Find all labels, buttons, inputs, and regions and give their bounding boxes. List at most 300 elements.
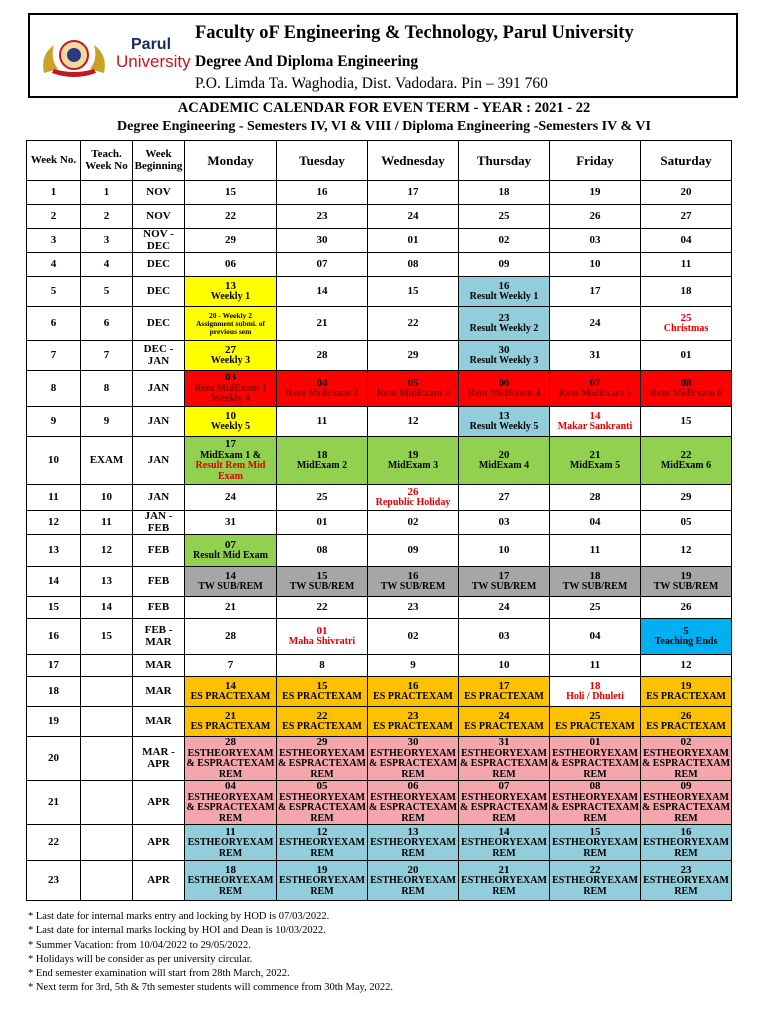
event-label: ES PRACTEXAM: [373, 721, 453, 733]
week-beginning-cell: JAN - FEB: [133, 511, 185, 535]
date-number: 01: [407, 233, 419, 246]
header-box: [28, 13, 738, 98]
day-cell: [185, 677, 277, 707]
logo-text-university: University: [116, 52, 191, 71]
date-number: 14: [316, 284, 328, 297]
date-number: 23: [316, 209, 328, 222]
date-number: 14: [225, 679, 236, 692]
date-number: 23: [407, 600, 419, 613]
event-label: Rem MidExam 1 Weekly 4: [194, 382, 267, 405]
event-label: ESTHEORYEXAM & ESPRACTEXAM REM: [186, 747, 275, 780]
calendar-body: [27, 181, 732, 901]
date-number: 31: [498, 736, 510, 749]
date-number: 24: [589, 316, 601, 329]
teach-week-cell: 6: [81, 307, 133, 341]
event-label: Holi / Dhuleti: [566, 691, 624, 703]
date-number: 27: [225, 343, 236, 356]
event-label: ESTHEORYEXAM REM: [370, 875, 456, 897]
day-cell: [641, 341, 732, 371]
date-number: 15: [225, 185, 236, 198]
date-number: 02: [407, 515, 419, 528]
header-monday: Monday: [185, 141, 277, 181]
day-cell: [459, 407, 550, 437]
week-number-cell: 3: [27, 229, 81, 253]
date-number: 27: [498, 490, 510, 503]
date-number: 05: [680, 515, 692, 528]
date-number: 16: [680, 825, 692, 838]
day-cell: [185, 535, 277, 567]
date-number: 08: [680, 376, 692, 389]
event-label: ESTHEORYEXAM REM: [552, 837, 638, 859]
date-number: 19: [680, 679, 692, 692]
day-cell: [641, 677, 732, 707]
week-number-cell: 5: [27, 277, 81, 307]
day-cell: [550, 407, 641, 437]
table-row: [27, 655, 732, 677]
date-number: 12: [407, 414, 419, 427]
date-number: 04: [680, 233, 692, 246]
day-cell: [550, 825, 641, 861]
event-label: ESTHEORYEXAM REM: [370, 837, 456, 859]
teach-week-cell: 5: [81, 277, 133, 307]
week-beginning-cell: JAN: [133, 407, 185, 437]
date-number: 02: [498, 233, 510, 246]
date-number: 21: [589, 448, 601, 461]
university-logo: [38, 27, 213, 83]
date-number: 06: [225, 257, 236, 270]
event-label: ESTHEORYEXAM REM: [552, 875, 638, 897]
day-cell: [277, 655, 368, 677]
date-number: 22: [589, 863, 601, 876]
day-cell: [550, 707, 641, 737]
day-cell: [277, 229, 368, 253]
day-cell: [550, 229, 641, 253]
date-number: 03: [225, 371, 236, 384]
day-cell: [185, 229, 277, 253]
day-cell: [459, 861, 550, 901]
day-cell: [641, 371, 732, 407]
date-number: 15: [316, 679, 328, 692]
calendar-subtitle: Degree Engineering - Semesters IV, VI & VIII / Diploma Engineering -Semesters IV & VI: [117, 119, 651, 134]
date-number: 26: [407, 485, 419, 498]
day-cell: [185, 781, 277, 825]
date-number: 28: [589, 490, 601, 503]
event-label: ESTHEORYEXAM REM: [643, 837, 729, 859]
event-label: Christmas: [663, 323, 709, 335]
week-number-cell: 6: [27, 307, 81, 341]
table-row: [27, 535, 732, 567]
day-cell: [641, 707, 732, 737]
event-label: ES PRACTEXAM: [555, 721, 635, 733]
day-cell: [368, 825, 459, 861]
date-number: 07: [225, 538, 236, 551]
event-label: TW SUB/REM: [198, 581, 263, 593]
event-label: ESTHEORYEXAM REM: [187, 837, 274, 859]
date-number: 17: [498, 679, 510, 692]
event-label: ESTHEORYEXAM & ESPRACTEXAM REM: [459, 791, 549, 824]
table-row: [27, 407, 732, 437]
week-beginning-cell: NOV: [133, 205, 185, 229]
day-cell: [459, 677, 550, 707]
event-label: TW SUB/REM: [471, 581, 537, 593]
date-number: 18: [316, 448, 328, 461]
day-cell: [459, 485, 550, 511]
teach-week-cell: [81, 737, 133, 781]
day-cell: [185, 597, 277, 619]
date-number: 26: [680, 600, 692, 613]
date-number: 10: [589, 257, 601, 270]
table-row: [27, 437, 732, 485]
day-cell: [550, 371, 641, 407]
day-cell: [277, 407, 368, 437]
header-week-beginning: Week Beginning: [133, 141, 185, 181]
event-label: ESTHEORYEXAM & ESPRACTEXAM REM: [368, 791, 458, 824]
teach-week-cell: 14: [81, 597, 133, 619]
date-number: 08: [316, 543, 328, 556]
week-number-cell: 8: [27, 371, 81, 407]
day-cell: [185, 737, 277, 781]
date-number: 21: [225, 709, 236, 722]
date-number: 07: [498, 780, 510, 793]
week-number-cell: 9: [27, 407, 81, 437]
week-beginning-cell: DEC: [133, 253, 185, 277]
day-cell: [459, 341, 550, 371]
event-label: Rem MidExam 2: [285, 388, 359, 400]
teach-week-cell: 13: [81, 567, 133, 597]
date-number: 04: [316, 376, 328, 389]
day-cell: [459, 253, 550, 277]
day-cell: [641, 407, 732, 437]
table-row: [27, 253, 732, 277]
teach-week-cell: 3: [81, 229, 133, 253]
teach-week-cell: EXAM: [81, 437, 133, 485]
calendar-title: ACADEMIC CALENDAR FOR EVEN TERM - YEAR : 2021 - 22: [177, 100, 591, 116]
header-saturday: Saturday: [641, 141, 732, 181]
day-cell: [185, 181, 277, 205]
event-label: ESTHEORYEXAM & ESPRACTEXAM REM: [186, 791, 275, 824]
date-number: 25: [680, 311, 692, 324]
table-row: [27, 277, 732, 307]
event-label: ES PRACTEXAM: [282, 721, 362, 733]
date-number: 16: [407, 569, 419, 582]
event-label: MidExam 1 &: [199, 449, 262, 461]
teach-week-cell: 1: [81, 181, 133, 205]
day-cell: [641, 437, 732, 485]
date-number: 29: [680, 490, 692, 503]
day-cell: [550, 277, 641, 307]
day-cell: [277, 205, 368, 229]
event-label: TW SUB/REM: [653, 581, 719, 593]
date-number: 20: [680, 185, 692, 198]
teach-week-cell: [81, 861, 133, 901]
day-cell: [368, 229, 459, 253]
week-beginning-cell: NOV: [133, 181, 185, 205]
day-cell: [550, 655, 641, 677]
date-number: 07: [589, 376, 601, 389]
week-number-cell: 23: [27, 861, 81, 901]
table-row: [27, 229, 732, 253]
day-cell: [185, 407, 277, 437]
table-row: [27, 597, 732, 619]
event-label: Result Mid Exam: [193, 550, 268, 562]
event-label-secondary: Result Rem Mid Exam: [195, 460, 266, 482]
teach-week-cell: [81, 655, 133, 677]
event-label: MidExam 3: [387, 460, 439, 472]
week-number-cell: 10: [27, 437, 81, 485]
day-cell: [185, 861, 277, 901]
date-number: 24: [407, 209, 419, 222]
week-beginning-cell: MAR - APR: [133, 737, 185, 781]
week-beginning-cell: MAR: [133, 677, 185, 707]
date-number: 24: [225, 490, 236, 503]
event-label: Result Weekly 1: [469, 291, 539, 303]
date-number: 31: [225, 515, 236, 528]
event-label: Result Weekly 5: [469, 421, 539, 433]
week-beginning-cell: FEB: [133, 567, 185, 597]
date-number: 29: [225, 233, 236, 246]
day-cell: [459, 781, 550, 825]
footnote-item: * Next term for 3rd, 5th & 7th semester students will commence from 30th May, 2022.: [28, 982, 393, 994]
date-number: 13: [225, 279, 236, 292]
date-number: 01: [316, 624, 328, 637]
date-number: 11: [316, 414, 328, 427]
day-cell: [550, 677, 641, 707]
week-beginning-cell: MAR: [133, 655, 185, 677]
week-number-cell: 17: [27, 655, 81, 677]
date-number: 08: [407, 257, 419, 270]
header-teach-week-no: Teach. Week No: [81, 141, 133, 181]
date-number: 18: [225, 863, 236, 876]
day-cell: [641, 511, 732, 535]
day-cell: [550, 253, 641, 277]
day-cell: [641, 181, 732, 205]
week-beginning-cell: DEC: [133, 277, 185, 307]
day-cell: [641, 825, 732, 861]
event-label: Weekly 5: [210, 421, 251, 433]
day-cell: [641, 485, 732, 511]
event-label: Weekly 1: [210, 291, 251, 303]
week-number-cell: 12: [27, 511, 81, 535]
day-cell: [277, 437, 368, 485]
day-cell: [368, 407, 459, 437]
event-label: ES PRACTEXAM: [646, 691, 726, 703]
day-cell: [368, 655, 459, 677]
day-cell: [459, 567, 550, 597]
week-number-cell: 7: [27, 341, 81, 371]
date-number: 19: [407, 448, 419, 461]
date-number: 13: [407, 825, 419, 838]
day-cell: [368, 205, 459, 229]
day-cell: [277, 277, 368, 307]
date-number: 10: [225, 409, 236, 422]
day-cell: [277, 341, 368, 371]
week-number-cell: 11: [27, 485, 81, 511]
date-number: 23: [407, 709, 419, 722]
table-row: [27, 511, 732, 535]
event-label: ES PRACTEXAM: [190, 691, 271, 703]
day-cell: [459, 511, 550, 535]
date-number: 01: [589, 736, 601, 749]
event-label: Maha Shivratri: [288, 636, 356, 648]
date-number: 16: [498, 279, 510, 292]
date-number: 28: [316, 348, 328, 361]
event-label: Rem MidExam 5: [558, 388, 632, 400]
event-label: ESTHEORYEXAM & ESPRACTEXAM REM: [277, 791, 367, 824]
week-beginning-cell: APR: [133, 825, 185, 861]
faculty-title: Faculty oF Engineering & Technology, Parul University: [195, 23, 634, 43]
date-number: 16: [407, 679, 419, 692]
footnote-item: * Last date for internal marks locking by HOI and Dean is 10/03/2022.: [28, 925, 326, 937]
week-beginning-cell: DEC - JAN: [133, 341, 185, 371]
event-label: ESTHEORYEXAM & ESPRACTEXAM REM: [459, 747, 549, 780]
date-number: 16: [316, 185, 328, 198]
date-number: 11: [680, 257, 692, 270]
date-number: 22: [316, 600, 328, 613]
teach-week-cell: 10: [81, 485, 133, 511]
day-cell: [185, 567, 277, 597]
table-header-row: [27, 141, 732, 181]
date-number: 24: [498, 709, 510, 722]
date-number: 25: [498, 209, 510, 222]
date-number: 15: [407, 284, 419, 297]
date-number: 21: [498, 863, 510, 876]
event-label: ESTHEORYEXAM & ESPRACTEXAM REM: [368, 747, 458, 780]
date-number: 09: [680, 780, 692, 793]
week-beginning-cell: FEB - MAR: [133, 619, 185, 655]
teach-week-cell: 12: [81, 535, 133, 567]
day-cell: [459, 181, 550, 205]
day-cell: [459, 707, 550, 737]
date-number: 31: [589, 348, 601, 361]
day-cell: [185, 205, 277, 229]
event-label: ESTHEORYEXAM REM: [187, 875, 274, 897]
week-beginning-cell: NOV - DEC: [133, 229, 185, 253]
faculty-subtitle: Degree And Diploma Engineering: [195, 53, 419, 70]
teach-week-cell: 11: [81, 511, 133, 535]
teach-week-cell: [81, 781, 133, 825]
date-number: 20: [407, 863, 419, 876]
date-number: 29: [407, 348, 419, 361]
day-cell: [459, 597, 550, 619]
date-number: 12: [316, 825, 328, 838]
event-label: MidExam 2: [296, 460, 348, 472]
day-cell: [277, 861, 368, 901]
teach-week-cell: [81, 825, 133, 861]
week-beginning-cell: FEB: [133, 597, 185, 619]
week-number-cell: 22: [27, 825, 81, 861]
date-number: 03: [589, 233, 601, 246]
day-cell: [641, 619, 732, 655]
day-cell: [368, 737, 459, 781]
day-cell: [185, 825, 277, 861]
day-cell: [550, 511, 641, 535]
footnotes: [28, 910, 748, 996]
day-cell: [641, 597, 732, 619]
table-row: [27, 567, 732, 597]
week-number-cell: 14: [27, 567, 81, 597]
day-cell: [368, 597, 459, 619]
day-cell: [550, 341, 641, 371]
week-beginning-cell: JAN: [133, 371, 185, 407]
event-label: ES PRACTEXAM: [464, 691, 544, 703]
header-tuesday: Tuesday: [277, 141, 368, 181]
date-number: 25: [589, 709, 601, 722]
day-cell: [459, 737, 550, 781]
date-number: 14: [498, 825, 510, 838]
event-label: Republic Holiday: [375, 497, 451, 509]
table-row: [27, 861, 732, 901]
day-cell: [277, 567, 368, 597]
event-label: ES PRACTEXAM: [282, 691, 362, 703]
date-number: 20 - Weekly 2: [209, 310, 252, 320]
teach-week-cell: 2: [81, 205, 133, 229]
date-number: 01: [680, 348, 692, 361]
event-label: ES PRACTEXAM: [646, 721, 726, 733]
day-cell: [277, 737, 368, 781]
event-label: ESTHEORYEXAM & ESPRACTEXAM REM: [277, 747, 367, 780]
table-row: [27, 485, 732, 511]
date-number: 23: [498, 311, 510, 324]
day-cell: [368, 485, 459, 511]
teach-week-cell: 9: [81, 407, 133, 437]
event-label: Makar Sankranti: [557, 421, 633, 433]
event-label: TW SUB/REM: [562, 581, 628, 593]
day-cell: [550, 737, 641, 781]
date-number: 28: [225, 629, 236, 642]
date-number: 26: [589, 209, 601, 222]
date-number: 18: [589, 569, 601, 582]
week-beginning-cell: APR: [133, 781, 185, 825]
date-number: 21: [316, 316, 328, 329]
day-cell: [277, 485, 368, 511]
date-number: 02: [407, 629, 419, 642]
week-beginning-cell: JAN: [133, 485, 185, 511]
date-number: 13: [498, 409, 510, 422]
day-cell: [641, 737, 732, 781]
teach-week-cell: [81, 677, 133, 707]
event-label: ES PRACTEXAM: [373, 691, 453, 703]
event-label: Rem MidExam 3: [376, 388, 450, 400]
day-cell: [459, 825, 550, 861]
week-number-cell: 2: [27, 205, 81, 229]
day-cell: [368, 861, 459, 901]
day-cell: [550, 181, 641, 205]
day-cell: [277, 535, 368, 567]
week-number-cell: 13: [27, 535, 81, 567]
day-cell: [368, 511, 459, 535]
day-cell: [368, 181, 459, 205]
date-number: 10: [498, 658, 510, 671]
date-number: 25: [589, 600, 601, 613]
event-label: Rem MidExam 6: [649, 388, 723, 400]
day-cell: [368, 567, 459, 597]
date-number: 27: [680, 209, 692, 222]
date-number: 04: [589, 629, 601, 642]
teach-week-cell: 7: [81, 341, 133, 371]
day-cell: [459, 371, 550, 407]
footnote-item: * Summer Vacation: from 10/04/2022 to 29/05/2022.: [28, 939, 251, 951]
date-number: 15: [680, 414, 692, 427]
date-number: 11: [225, 825, 236, 838]
event-label: ESTHEORYEXAM & ESPRACTEXAM REM: [550, 791, 640, 824]
date-number: 09: [498, 257, 510, 270]
day-cell: [185, 485, 277, 511]
date-number: 24: [498, 600, 510, 613]
day-cell: [550, 307, 641, 341]
day-cell: [368, 253, 459, 277]
day-cell: [459, 277, 550, 307]
table-row: [27, 371, 732, 407]
